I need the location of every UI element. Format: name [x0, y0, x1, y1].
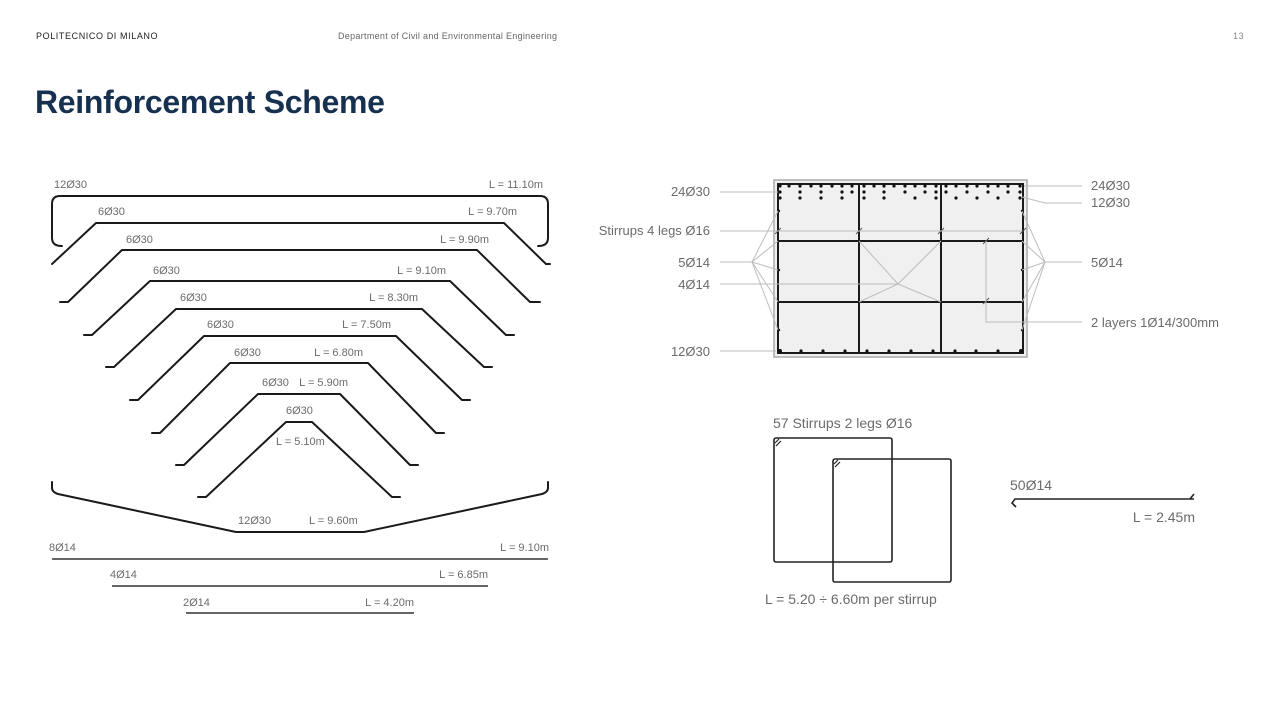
- bent-bar-8-shape: [198, 422, 400, 497]
- department-name: Department of Civil and Environmental Engineering: [338, 31, 558, 41]
- bent-bar-5-length: L = 7.50m: [342, 319, 391, 331]
- tie-length: L = 2.45m: [1132, 509, 1195, 525]
- bent-bar-5-shape: [130, 336, 470, 400]
- bent-bar-4-label: 6Ø30: [180, 292, 207, 304]
- straight-bar-3-label: 2Ø14: [183, 597, 210, 609]
- straight-bar-1-length: L = 9.10m: [500, 542, 549, 554]
- stirrup-label: 57 Stirrups 2 legs Ø16: [773, 415, 913, 431]
- straight-bar-3-length: L = 4.20m: [365, 597, 414, 609]
- stirrup-detail: [765, 415, 951, 607]
- tie-label: 50Ø14: [1010, 477, 1053, 493]
- tie-detail: [1010, 477, 1195, 525]
- top-bar-length: L = 11.10m: [488, 179, 543, 191]
- right-label-top2: 12Ø30: [1091, 195, 1131, 210]
- bent-bar-2-label: 6Ø30: [126, 234, 153, 246]
- bent-bar-2-shape: [60, 250, 540, 302]
- bent-bar-6-label: 6Ø30: [234, 347, 261, 359]
- bent-bar-8-length: L = 5.10m: [276, 436, 325, 448]
- bent-bar-8-label: 6Ø30: [286, 405, 313, 417]
- left-label-bottom: 12Ø30: [670, 344, 710, 359]
- bottom-bar-shape: [52, 482, 548, 532]
- bent-bar-4-length: L = 8.30m: [369, 292, 418, 304]
- bent-bar-1-label: 6Ø30: [98, 206, 125, 218]
- tie-shape: [1012, 494, 1194, 507]
- slide-title: Reinforcement Scheme: [35, 84, 385, 120]
- top-bar-label: 12Ø30: [54, 179, 88, 191]
- bent-bar-4-shape: [106, 309, 492, 367]
- university-name: POLITECNICO DI MILANO: [36, 31, 159, 41]
- bent-bar-7-length: L = 5.90m: [299, 377, 348, 389]
- bent-bar-1-length: L = 9.70m: [468, 206, 517, 218]
- straight-bar-2-label: 4Ø14: [110, 569, 137, 581]
- left-label-side: 5Ø14: [678, 255, 710, 270]
- bottom-bar-label: 12Ø30: [238, 515, 272, 527]
- bent-bar-6-length: L = 6.80m: [314, 347, 363, 359]
- straight-bar-1-label: 8Ø14: [49, 542, 76, 554]
- bent-bar-3-label: 6Ø30: [153, 265, 180, 277]
- bar-schedule: [49, 179, 550, 613]
- left-label-top: 24Ø30: [670, 184, 710, 199]
- bent-bar-2-length: L = 9.90m: [440, 234, 489, 246]
- right-label-layers: 2 layers 1Ø14/300mm: [1091, 315, 1219, 330]
- cross-section: [599, 178, 1219, 359]
- straight-bar-2-length: L = 6.85m: [439, 569, 488, 581]
- page-number: 13: [1233, 31, 1245, 41]
- right-label-top1: 24Ø30: [1091, 178, 1131, 193]
- stirrup-length: L = 5.20 ÷ 6.60m per stirrup: [765, 591, 937, 607]
- bent-bar-5-label: 6Ø30: [207, 319, 234, 331]
- left-label-stirrups: Stirrups 4 legs Ø16: [598, 223, 710, 238]
- right-label-side: 5Ø14: [1091, 255, 1123, 270]
- section-outline: [774, 180, 1027, 357]
- bent-bar-7-label: 6Ø30: [262, 377, 289, 389]
- bottom-bar-length: L = 9.60m: [309, 515, 358, 527]
- left-label-middle: 4Ø14: [678, 277, 710, 292]
- bent-bar-3-length: L = 9.10m: [397, 265, 446, 277]
